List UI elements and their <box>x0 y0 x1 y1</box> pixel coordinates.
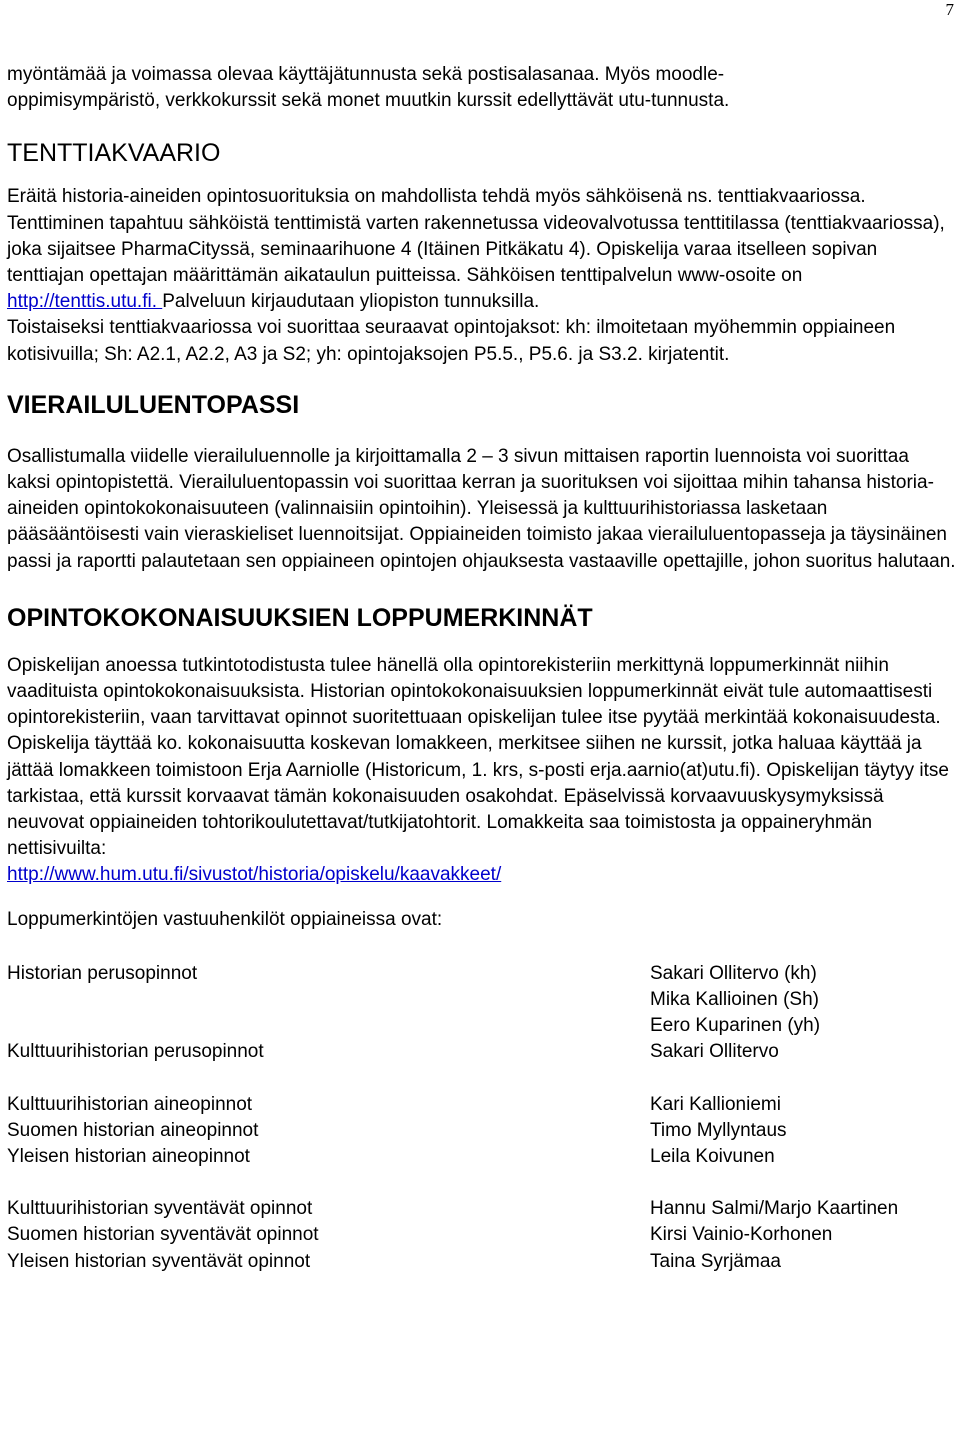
subject-name <box>7 1013 650 1039</box>
person-name: Leila Koivunen <box>650 1146 775 1167</box>
subject-name: Suomen historian syventävät opinnot <box>7 1224 319 1246</box>
responsible-group-syventavat <box>7 1196 957 1275</box>
loppumerkinnat-paragraph: Opiskelijan anoessa tutkintotodistusta tulee hänellä olla opintorekisteriin merkittynä loppumerkinnät niihin vaadituista opintokokonaisuuksista. Historian opintokokonaisuuksien loppumerkinnät eivät tule automaattisesti opintorekisteriin, vaan tarvittavat opinnot suoritettuaan opiskelijan tulee itse pyytää merkintää kokonaisuudesta. Opiskelija täyttää ko. kokonaisuutta koskevan lomakkeen, merkitsee siihen ne kurssit, jotka haluaa käyttää ja jättää lomakkeen toimistoon Erja Aarniolle (Historicum, 1. krs, s-posti erja.aarnio(at)utu.fi). Opiskelijan täytyy itse tarkistaa, että kurssit korvaavat tämän kokonaisuuden osakohdat. Epäselvissä korvaavuuskysymyksissä neuvovat oppiaineiden tohtorikoulutettavat/tutkijatohtorit. Lomakkeita saa toimistosta ja oppaineryhmän nettisivuilta: <box>7 654 949 860</box>
subject-name: Kulttuurihistorian aineopinnot <box>7 1093 253 1115</box>
responsible-group-aineopinnot <box>7 1092 957 1171</box>
kaavakkeet-link[interactable]: http://www.hum.utu.fi/sivustot/historia/opiskelu/kaavakkeet/ <box>7 864 502 886</box>
responsible-group-perusopinnot <box>7 961 957 1066</box>
person-name: Eero Kuparinen (yh) <box>650 1015 821 1037</box>
responsible-row <box>7 1144 957 1170</box>
responsible-row <box>7 987 957 1013</box>
subject-name: Kulttuurihistorian perusopinnot <box>7 1041 264 1063</box>
person-name: Mika Kallioinen (Sh) <box>650 989 819 1011</box>
responsible-row <box>7 1039 957 1065</box>
intro-line-1: myöntämää ja voimassa olevaa käyttäjätunnusta sekä postisalasanaa. Myös moodle- <box>7 64 725 85</box>
subject-name <box>7 987 650 1013</box>
vierailu-paragraph: Osallistumalla viidelle vierailuluennolle ja kirjoittamalla 2 – 3 sivun mittaisen raportin luennoista voi suorittaa kaksi opintopistettä. Vierailuluentopassin voi suorittaa kerran ja suorituksen voi sijoittaa mihin tahansa historia-aineiden opintokokonaisuuteen (valinnaisiin opintoihin). Yleisessä ja kulttuurihistoriassa lasketaan pääsääntöisesti vain vieraskieliset luennoitsijat. Oppiaineiden toimisto jakaa vierailuluentopasseja ja täysinäinen passi ja raportti palautetaan sen oppiaineen opintojen ohjauksesta vastaaville opettajille, johon suoritus halutaan. <box>7 445 956 572</box>
heading-vierailuluentopassi: VIERAILULUENTOPASSI <box>7 390 300 419</box>
subject-name: Suomen historian aineopinnot <box>7 1119 259 1141</box>
lomakkeet-link-line <box>7 862 957 888</box>
responsible-list <box>7 961 957 1275</box>
intro-line-2: oppimisympäristö, verkkokurssit sekä monet muutkin kurssit edellyttävät utu-tunnusta. <box>7 90 730 112</box>
heading-tenttiakvaario: TENTTIAKVAARIO <box>7 139 221 168</box>
subject-name: Yleisen historian syventävät opinnot <box>7 1250 311 1272</box>
person-name: Kari Kallioniemi <box>650 1093 781 1115</box>
responsible-row <box>7 1222 957 1248</box>
responsible-intro: Loppumerkintöjen vastuuhenkilöt oppiaineissa ovat: <box>7 908 443 930</box>
person-name: Sakari Ollitervo <box>650 1041 779 1063</box>
subject-name: Historian perusopinnot <box>7 962 198 984</box>
person-name: Timo Myllyntaus <box>650 1119 787 1141</box>
subject-name: Kulttuurihistorian syventävät opinnot <box>7 1198 313 1220</box>
tenttiakvaario-paragraph <box>7 184 957 315</box>
responsible-row <box>7 1118 957 1144</box>
intro-paragraph <box>7 62 957 114</box>
responsible-row <box>7 1092 957 1118</box>
subject-name: Yleisen historian aineopinnot <box>7 1146 250 1167</box>
person-name: Taina Syrjämaa <box>650 1250 781 1272</box>
person-name: Hannu Salmi/Marjo Kaartinen <box>650 1198 899 1220</box>
tenttis-link[interactable]: http://tenttis.utu.fi. <box>7 291 163 313</box>
tenttiakvaario-courses-paragraph: Toistaiseksi tenttiakvaariossa voi suorittaa seuraavat opintojaksot: kh: ilmoitetaan myöhemmin oppiaineen kotisivuilla; Sh: A2.1, A2.2, A3 ja S2; yh: opintojaksojen P5.5., P5.6. ja S3.2. kirjatentit. <box>7 317 896 365</box>
responsible-row <box>7 1013 957 1039</box>
document-body <box>7 62 957 1275</box>
person-name: Kirsi Vainio-Korhonen <box>650 1224 833 1246</box>
responsible-row <box>7 1196 957 1222</box>
person-name: Sakari Ollitervo (kh) <box>650 962 817 984</box>
heading-loppumerkinnat: OPINTOKOKONAISUUKSIEN LOPPUMERKINNÄT <box>7 603 593 632</box>
page-number: 7 <box>945 0 954 19</box>
responsible-row <box>7 1249 957 1275</box>
tenttiakvaario-text-after-link: Palveluun kirjaudutaan yliopiston tunnuksilla. <box>162 291 540 313</box>
tenttiakvaario-text: Eräitä historia-aineiden opintosuorituksia on mahdollista tehdä myös sähköisenä ns. tenttiakvaariossa. Tenttiminen tapahtuu sähköistä tenttimistä varten rakennetussa videovalvotussa tenttitilassa (tenttiakvaariossa), joka sijaitsee PharmaCityssä, seminaarihuone 4 (Itäinen Pitkäkatu 4). Opiskelija varaa itselleen sopivan tenttiajan opettajan määrittämän aikataulun puitteissa. Sähköisen tenttipalvelun www-osoite on <box>7 186 945 287</box>
responsible-row <box>7 961 957 987</box>
